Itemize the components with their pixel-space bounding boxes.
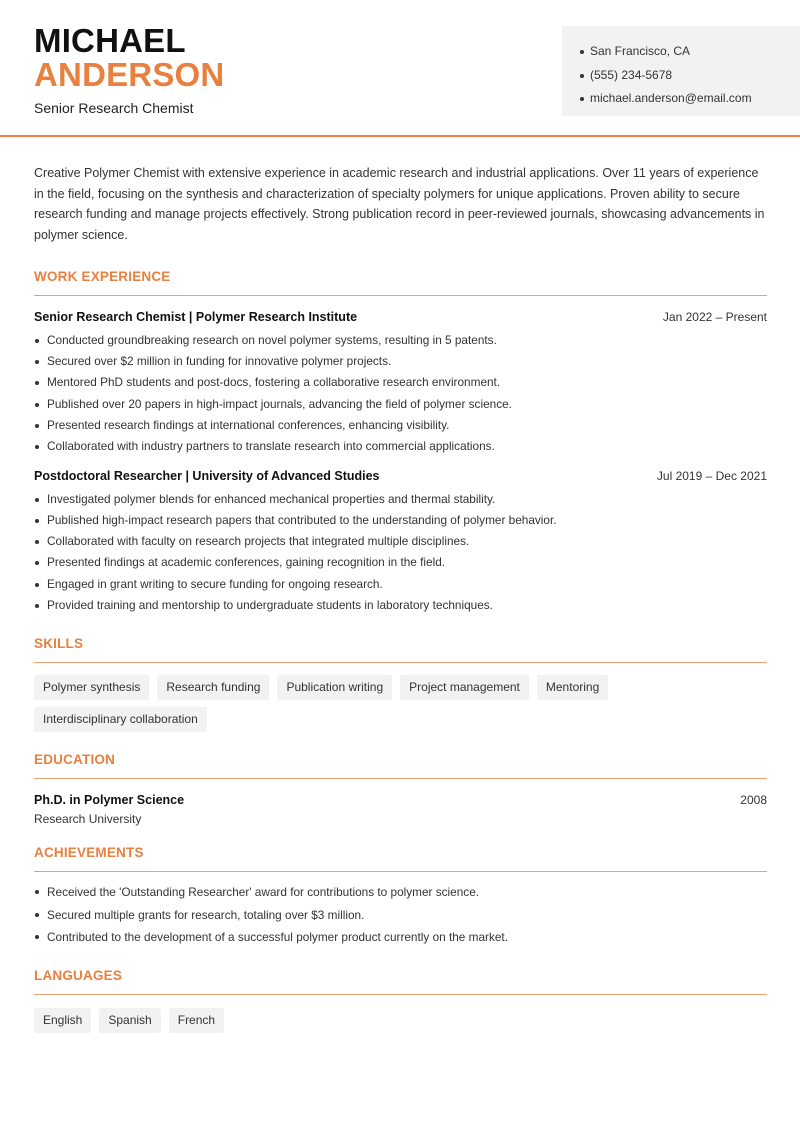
language-tag: French — [169, 1008, 224, 1033]
achievement-item: Received the 'Outstanding Researcher' award for contributions to polymer science. — [34, 881, 767, 904]
achievement-item: Secured multiple grants for research, totaling over $3 million. — [34, 904, 767, 927]
education-entry — [34, 793, 767, 826]
languages-section-title: LANGUAGES — [34, 968, 767, 995]
skill-tag: Polymer synthesis — [34, 675, 149, 700]
job-bullet: Engaged in grant writing to secure funding for ongoing research. — [34, 574, 767, 595]
job-role: Postdoctoral Researcher | University of Advanced Studies — [34, 468, 380, 483]
skills-section — [34, 636, 767, 732]
job-bullet: Collaborated with industry partners to translate research into commercial applications. — [34, 436, 767, 457]
work-section — [34, 269, 767, 617]
job-title: Senior Research Chemist — [34, 100, 194, 116]
job-bullet: Presented findings at academic conferences, gaining recognition in the field. — [34, 552, 767, 573]
first-name: MICHAEL — [34, 22, 186, 59]
skill-tag: Mentoring — [537, 675, 608, 700]
job-bullet: Mentored PhD students and post-docs, fostering a collaborative research environment. — [34, 372, 767, 393]
job-bullet: Presented research findings at international conferences, enhancing visibility. — [34, 415, 767, 436]
contact-phone: (555) 234-5678 — [580, 64, 800, 88]
language-tag: Spanish — [99, 1008, 160, 1033]
achievements-section-title: ACHIEVEMENTS — [34, 845, 767, 872]
job-bullet: Investigated polymer blends for enhanced mechanical properties and thermal stability. — [34, 489, 767, 510]
work-section-title: WORK EXPERIENCE — [34, 269, 767, 296]
achievement-item: Contributed to the development of a successful polymer product currently on the market. — [34, 926, 767, 949]
job-bullet: Provided training and mentorship to undergraduate students in laboratory techniques. — [34, 595, 767, 616]
last-name: ANDERSON — [34, 56, 225, 93]
language-tag: English — [34, 1008, 91, 1033]
skill-tag: Research funding — [157, 675, 269, 700]
resume-body — [34, 163, 767, 1033]
languages-list — [34, 1008, 767, 1033]
skills-section-title: SKILLS — [34, 636, 767, 663]
job-bullet: Published over 20 papers in high-impact journals, advancing the field of polymer science. — [34, 394, 767, 415]
job-date: Jul 2019 – Dec 2021 — [656, 468, 767, 483]
contact-box — [562, 26, 800, 116]
degree: Ph.D. in Polymer Science — [34, 793, 185, 808]
skill-tag: Publication writing — [277, 675, 392, 700]
job-entry — [34, 310, 767, 458]
job-entry — [34, 469, 767, 617]
job-date: Jan 2022 – Present — [662, 309, 767, 324]
contact-email[interactable]: michael.anderson@email.com — [580, 87, 800, 111]
job-bullet: Secured over $2 million in funding for innovative polymer projects. — [34, 351, 767, 372]
skills-list — [34, 675, 767, 732]
achievements-section — [34, 845, 767, 949]
languages-section — [34, 968, 767, 1033]
graduation-year: 2008 — [740, 793, 767, 808]
candidate-name — [34, 24, 224, 92]
achievements-list — [34, 881, 767, 949]
job-bullet: Collaborated with faculty on research projects that integrated multiple disciplines. — [34, 531, 767, 552]
contact-location: San Francisco, CA — [580, 40, 800, 64]
summary: Creative Polymer Chemist with extensive experience in academic research and industrial applications. Over 11 years of experience in the field, focusing on the synthesis and characterization of specialty polymers for unique applications. Proven ability to secure research funding and manage projects effectively. Strong publication record in peer-reviewed journals, showcasing advancements in polymer science. — [34, 166, 765, 243]
education-section-title: EDUCATION — [34, 752, 767, 779]
job-role: Senior Research Chemist | Polymer Research Institute — [34, 309, 358, 324]
job-bullet: Conducted groundbreaking research on novel polymer systems, resulting in 5 patents. — [34, 330, 767, 351]
resume-header — [0, 0, 800, 137]
skill-tag: Project management — [400, 675, 529, 700]
job-bullet: Published high-impact research papers that contributed to the understanding of polymer behavior. — [34, 510, 767, 531]
education-section — [34, 752, 767, 826]
skill-tag: Interdisciplinary collaboration — [34, 707, 207, 732]
school: Research University — [34, 812, 142, 827]
